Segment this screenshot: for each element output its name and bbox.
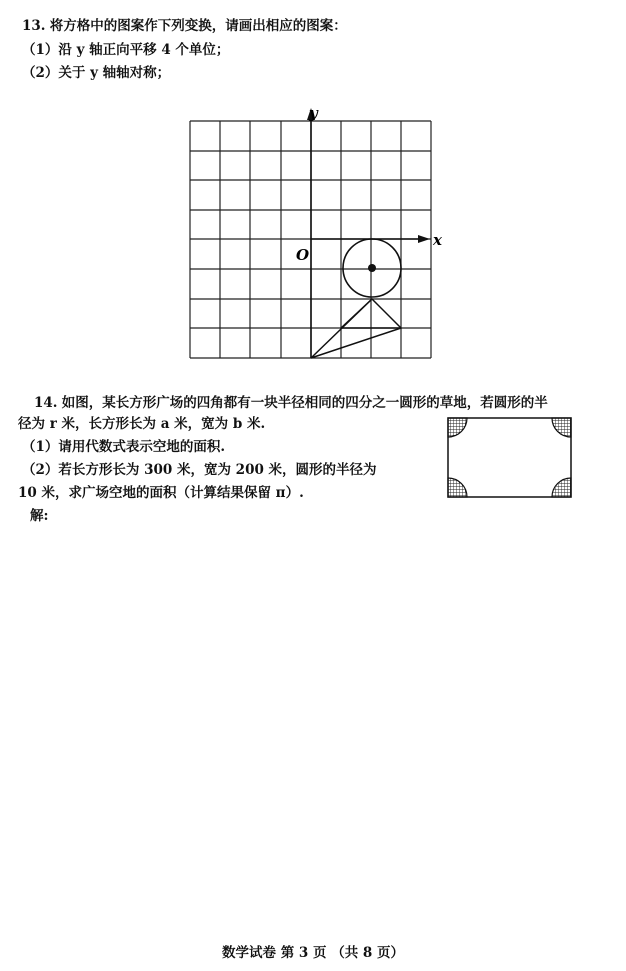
lawn-bottom-right	[552, 478, 571, 497]
q14-number: 14.	[34, 395, 58, 411]
q14-part2-line1: （2）若长方形长为 300 米，宽为 200 米，圆形的半径为	[22, 462, 377, 478]
lawn-top-right	[552, 418, 571, 437]
q13-stem: 将方格中的图案作下列变换，请画出相应的图案：	[49, 18, 347, 34]
y-axis-label: y	[309, 104, 318, 122]
q14-answer-label: 解:	[30, 508, 49, 524]
q13-part2: （2）关于 y 轴轴对称；	[22, 65, 171, 81]
origin-label: O	[296, 246, 310, 264]
q14-part2-line2: 10 米，求广场空地的面积（计算结果保留 π）.	[18, 485, 304, 501]
q14-stem-line1: 如图，某长方形广场的四角都有一块半径相同的四分之一圆形的草地，若圆形的半	[61, 395, 548, 411]
x-axis-label: x	[433, 231, 442, 249]
lawn-bottom-left	[448, 478, 467, 497]
square-plaza	[448, 418, 571, 497]
lawn-top-left	[448, 418, 467, 437]
page-footer: 数学试卷 第 3 页 （共 8 页）	[222, 945, 404, 961]
q13-number: 13.	[22, 18, 46, 34]
q14-part1: （1）请用代数式表示空地的面积.	[22, 439, 226, 455]
q13-part1: （1）沿 y 轴正向平移 4 个单位；	[22, 42, 230, 58]
q14-stem-line2: 径为 r 米，长方形长为 a 米，宽为 b 米.	[18, 416, 266, 432]
